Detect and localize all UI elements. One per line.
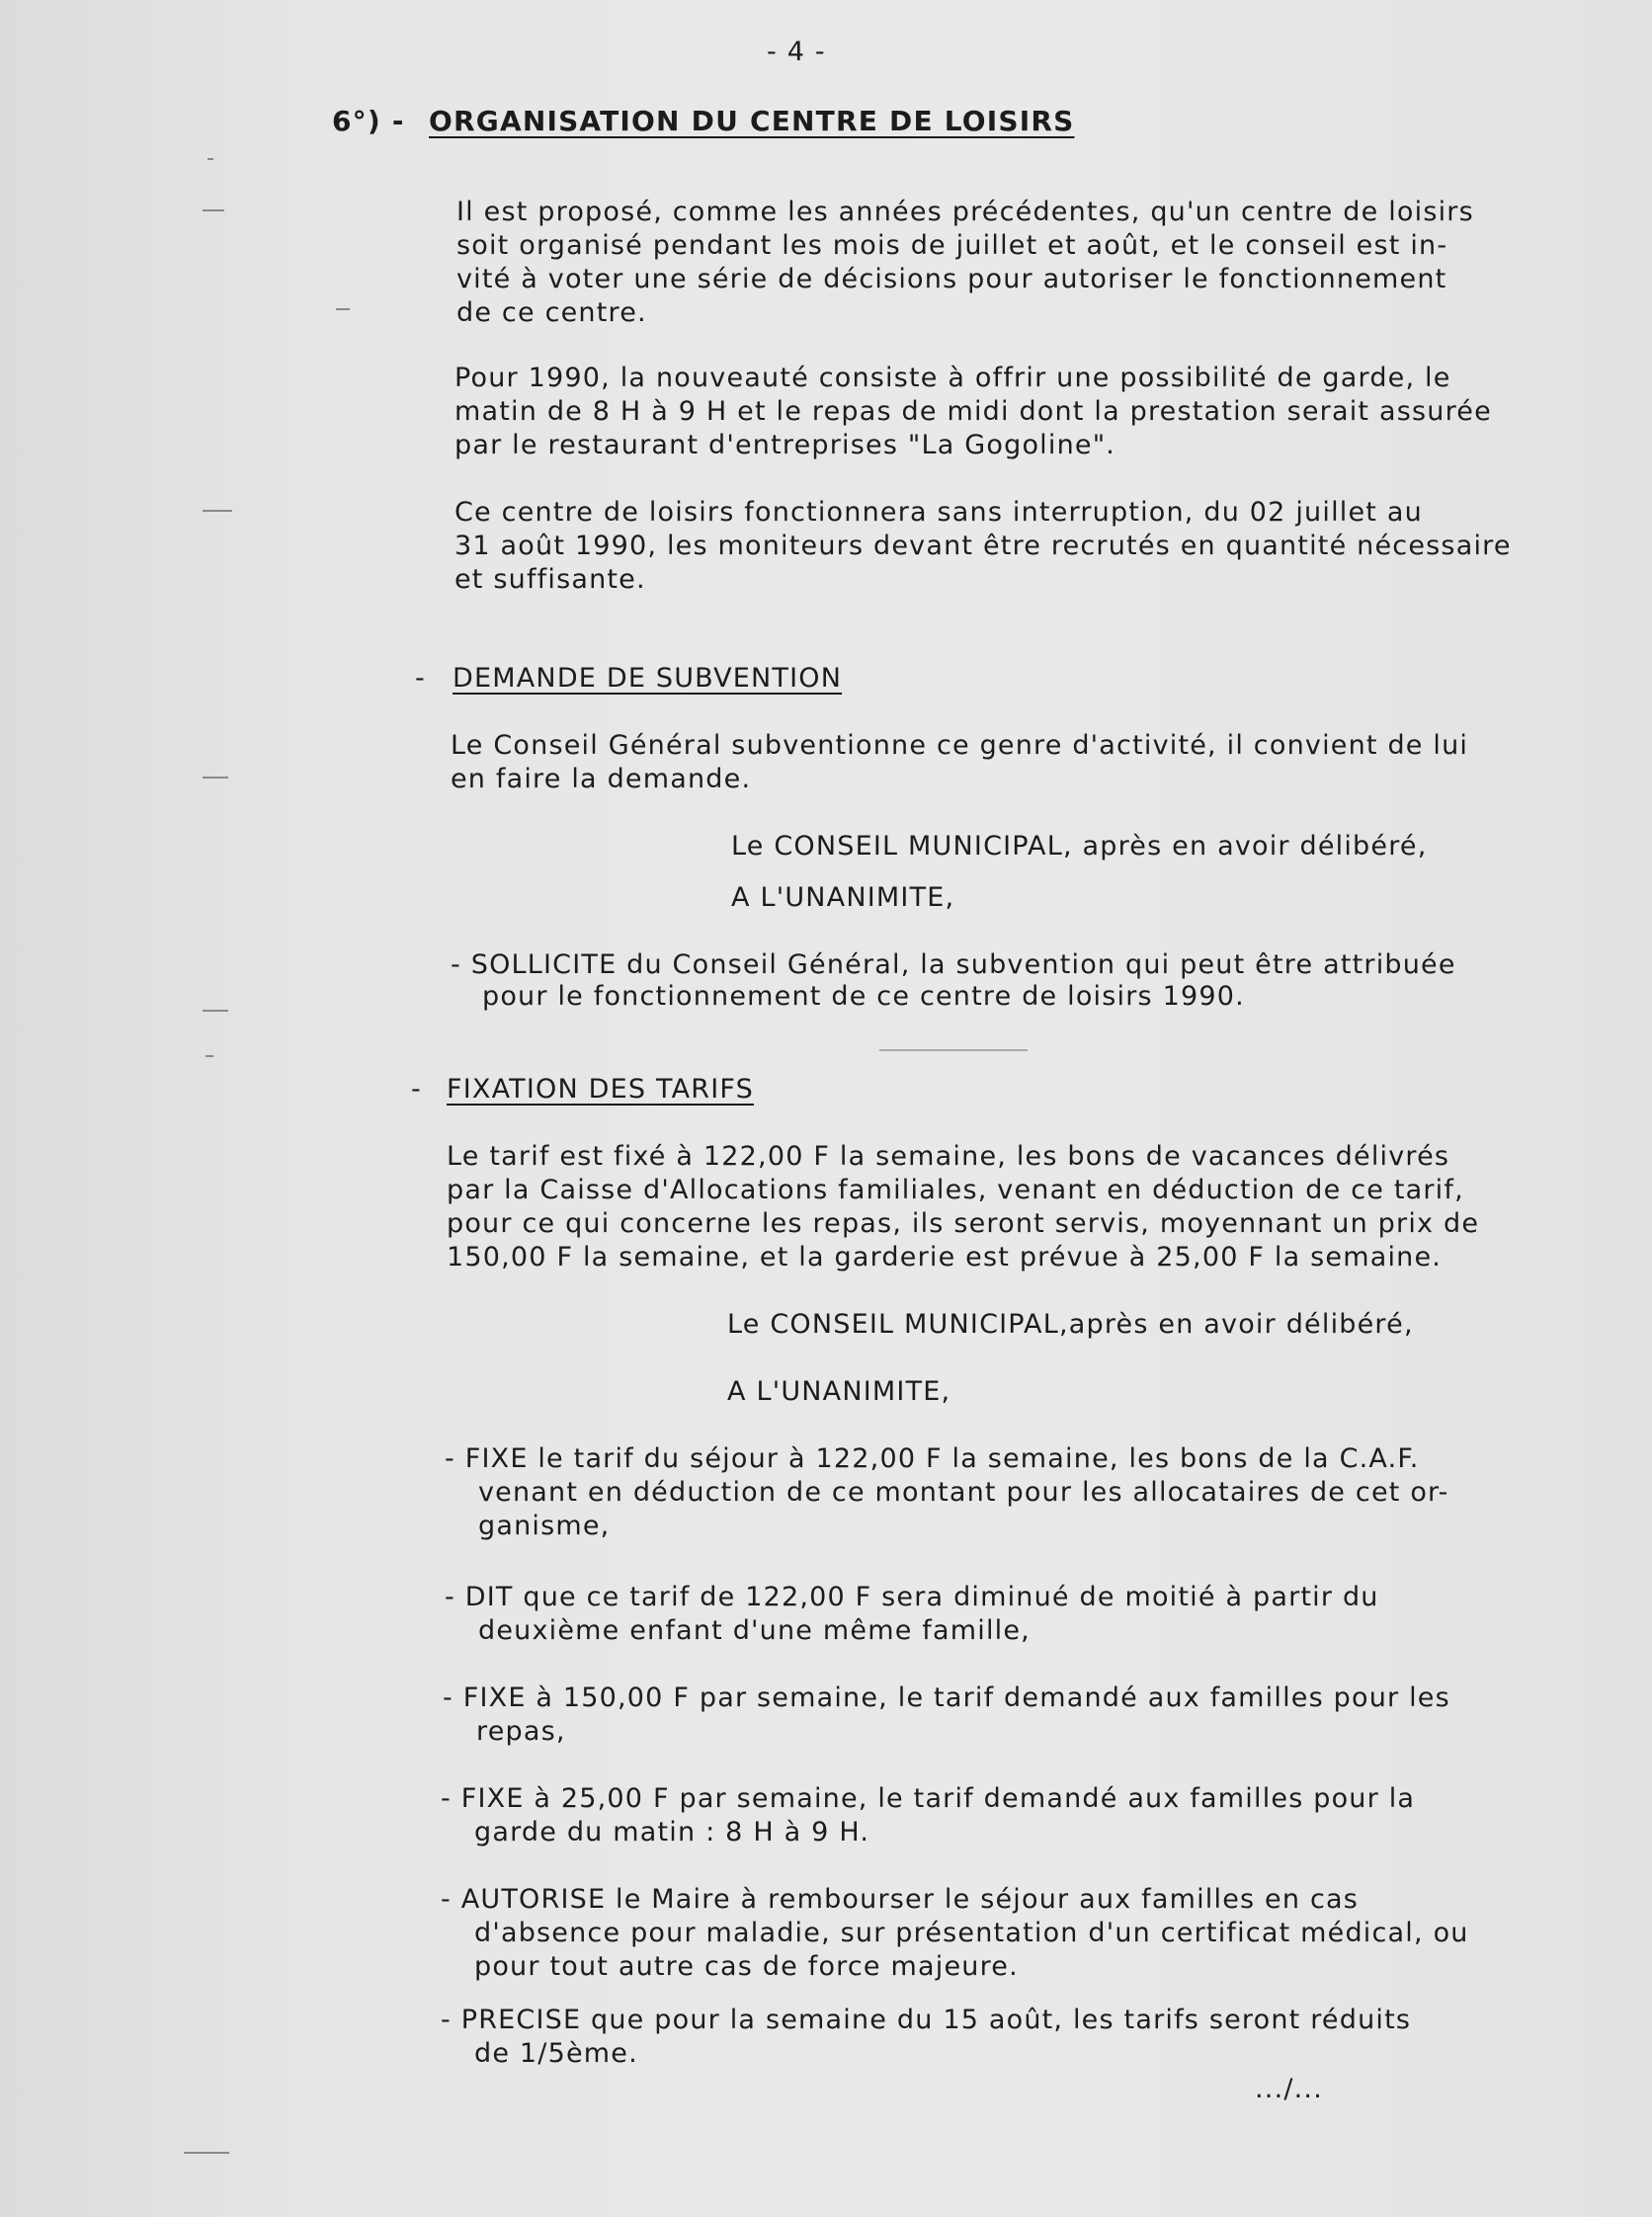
scan-mark [184, 2152, 229, 2154]
list-item: - AUTORISE le Maire à rembourser le séjour aux familles en cas [441, 1884, 1360, 1915]
paragraph-line: et suffisante. [454, 564, 646, 595]
list-item: pour le fonctionnement de ce centre de loisirs 1990. [482, 981, 1245, 1012]
section-title: ORGANISATION DU CENTRE DE LOISIRS [429, 105, 1075, 137]
paragraph-line: pour ce qui concerne les repas, ils seront servis, moyennant un prix de [447, 1208, 1480, 1239]
list-item: - FIXE à 150,00 F par semaine, le tarif demandé aux familles pour les [443, 1683, 1450, 1713]
paragraph-line: en faire la demande. [451, 764, 752, 794]
paragraph-line: Il est proposé, comme les années précédentes, qu'un centre de loisirs [456, 197, 1474, 227]
scan-mark [879, 1049, 1028, 1051]
paragraph-line: par la Caisse d'Allocations familiales, venant en déduction de ce tarif, [447, 1175, 1464, 1205]
paragraph-line: soit organisé pendant les mois de juillet et août, et le conseil est in- [456, 230, 1448, 261]
continuation-mark: .../... [1255, 2074, 1323, 2104]
scan-mark [207, 158, 213, 160]
list-item: - PRECISE que pour la semaine du 15 août, les tarifs seront réduits [441, 2005, 1412, 2035]
subvention-heading: DEMANDE DE SUBVENTION [453, 663, 843, 694]
list-item: de 1/5ème. [474, 2038, 638, 2069]
list-item: - DIT que ce tarif de 122,00 F sera diminué de moitié à partir du [445, 1582, 1379, 1612]
page-number: - 4 - [767, 37, 826, 67]
list-item: pour tout autre cas de force majeure. [474, 1951, 1019, 1982]
scan-mark [203, 1010, 228, 1012]
scan-mark [203, 777, 228, 779]
list-item: repas, [476, 1716, 566, 1747]
decision-line: Le CONSEIL MUNICIPAL,après en avoir délibéré, [727, 1309, 1414, 1340]
paragraph-line: vité à voter une série de décisions pour autoriser le fonctionnement [456, 264, 1447, 294]
list-item: venant en déduction de ce montant pour les allocataires de cet or- [478, 1477, 1449, 1508]
tarifs-heading: FIXATION DES TARIFS [447, 1074, 755, 1105]
section-number: 6°) - [332, 105, 405, 137]
decision-line: Le CONSEIL MUNICIPAL, après en avoir délibéré, [731, 831, 1428, 862]
decision-line: A L'UNANIMITE, [727, 1376, 951, 1407]
list-item: - FIXE le tarif du séjour à 122,00 F la semaine, les bons de la C.A.F. [445, 1443, 1420, 1474]
paragraph-line: 31 août 1990, les moniteurs devant être recrutés en quantité nécessaire [454, 531, 1512, 561]
paragraph-line: par le restaurant d'entreprises "La Gogoline". [454, 430, 1116, 460]
list-item: deuxième enfant d'une même famille, [478, 1615, 1031, 1646]
decision-line: A L'UNANIMITE, [731, 882, 955, 913]
paragraph-line: Le tarif est fixé à 122,00 F la semaine, les bons de vacances délivrés [447, 1141, 1450, 1172]
paragraph-line: matin de 8 H à 9 H et le repas de midi dont la prestation serait assurée [454, 396, 1492, 427]
list-item: - FIXE à 25,00 F par semaine, le tarif demandé aux familles pour la [441, 1783, 1416, 1814]
scan-mark [206, 1055, 213, 1057]
list-item: ganisme, [478, 1511, 611, 1541]
heading-dash: - [415, 663, 426, 694]
paragraph-line: de ce centre. [456, 297, 647, 328]
heading-dash: - [411, 1074, 422, 1105]
list-item: - SOLLICITE du Conseil Général, la subvention qui peut être attribuée [451, 949, 1456, 980]
scan-mark [203, 209, 224, 211]
list-item: d'absence pour maladie, sur présentation d'un certificat médical, ou [474, 1918, 1469, 1948]
paragraph-line: Le Conseil Général subventionne ce genre d'activité, il convient de lui [451, 730, 1469, 761]
paragraph-line: Ce centre de loisirs fonctionnera sans interruption, du 02 juillet au [454, 497, 1423, 528]
scan-mark [336, 308, 350, 310]
paragraph-line: 150,00 F la semaine, et la garderie est prévue à 25,00 F la semaine. [447, 1242, 1443, 1273]
list-item: garde du matin : 8 H à 9 H. [474, 1817, 870, 1848]
scan-mark [203, 510, 232, 512]
paragraph-line: Pour 1990, la nouveauté consiste à offrir une possibilité de garde, le [454, 363, 1451, 393]
